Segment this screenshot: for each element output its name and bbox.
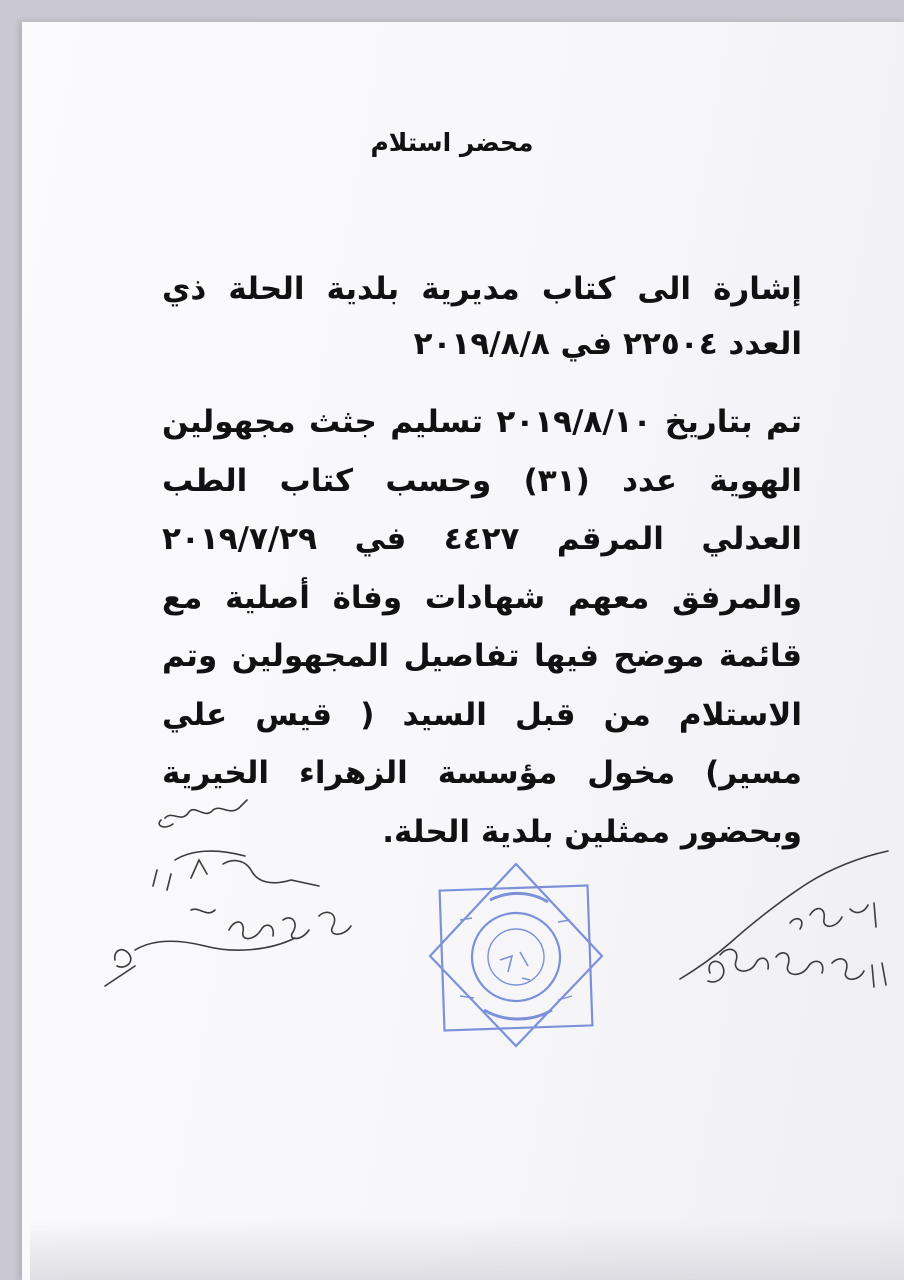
document-title: محضر استلام bbox=[370, 128, 534, 157]
reference-paragraph: إشارة الى كتاب مديرية بلدية الحلة ذي العدد ٢٢٥٠٤ في ٢٠١٩/٨/٨ bbox=[162, 271, 802, 362]
body-paragraph: تم بتاريخ ٢٠١٩/٨/١٠ تسليم جثث مجهولين الهوية عدد (٣١) وحسب كتاب الطب العدلي المرقم ٤٤٢٧ في ٢٠١٩/٧/٢٩ والمرفق معهم شهادات وفاة أصلية مع قائمة موضح فيها تفاصيل المجهولين وتم الاستلام من قبل السيد ( قيس علي مسير) مخول مؤسسة الزهراء الخيرية وبحضور ممثلين بلدية الحلة. bbox=[162, 404, 803, 850]
blue-office-stamp-icon bbox=[420, 860, 610, 1050]
scan-shadow bbox=[30, 1220, 904, 1280]
handwritten-signature-left-icon bbox=[95, 790, 365, 990]
handwritten-signature-right-icon bbox=[660, 845, 900, 1005]
